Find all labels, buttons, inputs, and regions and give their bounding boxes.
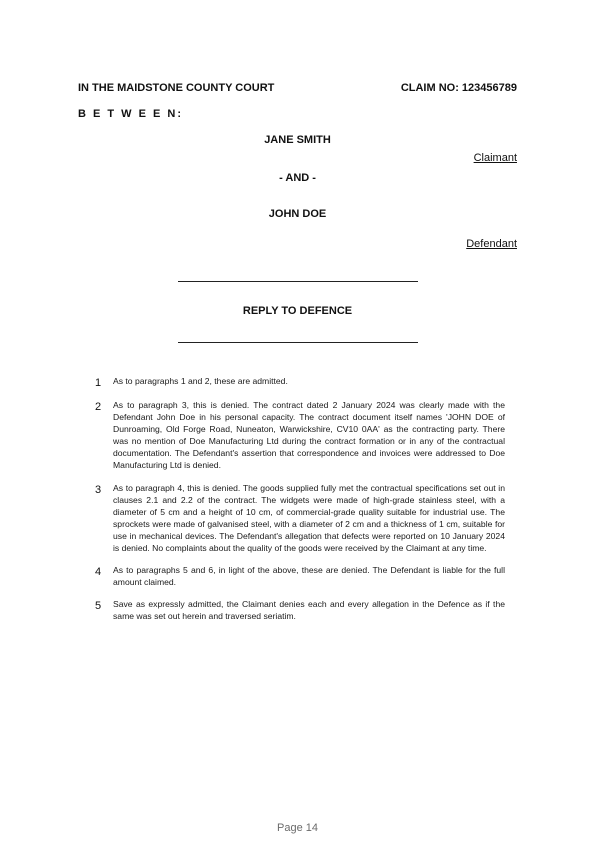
paragraph-text: As to paragraph 3, this is denied. The contract dated 2 January 2024 was clearly made with the Defendant John Doe in his personal capacity. The contract document itself names 'JOHN DOE of Dunroaming, Old Forge Road, Nuneaton, Warwickshire, CV10 0AA' as the contracting party. There was no mention of Doe Manufacturing Ltd during the contract formation or in any of the contractual documentation. The Defendant's assertion that correspondence and invoices were addressed to Doe Manufacturing Ltd is denied.	[113, 400, 505, 471]
paragraph-number: 2	[95, 401, 102, 413]
paragraph-4	[95, 564, 505, 588]
paragraph-1	[95, 375, 505, 389]
paragraph-text: As to paragraphs 1 and 2, these are admitted.	[113, 376, 288, 386]
party-separator: - AND -	[279, 172, 316, 184]
title-rule-bottom	[178, 342, 418, 343]
defendant-role: Defendant	[466, 238, 517, 250]
claimant-role: Claimant	[473, 152, 517, 164]
paragraph-text: As to paragraphs 5 and 6, in light of the above, these are denied. The Defendant is liable for the full amount claimed.	[113, 565, 505, 588]
paragraph-2	[95, 399, 505, 472]
court-heading: IN THE MAIDSTONE COUNTY COURT	[78, 82, 275, 94]
paragraph-number: 1	[95, 377, 102, 389]
paragraph-number: 3	[95, 483, 102, 496]
between-label: B E T W E E N:	[78, 108, 183, 120]
paragraph-number: 5	[95, 600, 102, 613]
paragraph-3	[95, 482, 505, 555]
paragraph-list	[95, 375, 505, 633]
title-rule-top	[178, 281, 418, 282]
paragraph-number: 4	[95, 566, 102, 579]
paragraph-5	[95, 598, 505, 622]
page-number: Page 14	[277, 822, 318, 834]
document-title: REPLY TO DEFENCE	[242, 305, 353, 317]
claimant-name: JANE SMITH	[264, 134, 331, 146]
claim-number: CLAIM NO: 123456789	[400, 82, 517, 94]
paragraph-text: As to paragraph 4, this is denied. The goods supplied fully met the contractual specifications set out in clauses 2.1 and 2.2 of the contract. The widgets were made of high-grade stainless steel, with a diameter of 5 cm and a height of 10 cm, of commercial-grade quality suitable for industrial use. The sprockets were made of galvanised steel, with a diameter of 2 cm and a thickness of 1 cm, suitable for use in mechanical devices. The Defendant's allegation that defects were reported on 10 January 2024 is denied. No complaints about the quality of the goods were received by the Claimant at any time.	[113, 482, 505, 554]
paragraph-text: Save as expressly admitted, the Claimant denies each and every allegation in the Defence as if the same was set out herein and traversed seriatim.	[113, 599, 505, 622]
defendant-name: JOHN DOE	[268, 208, 327, 220]
